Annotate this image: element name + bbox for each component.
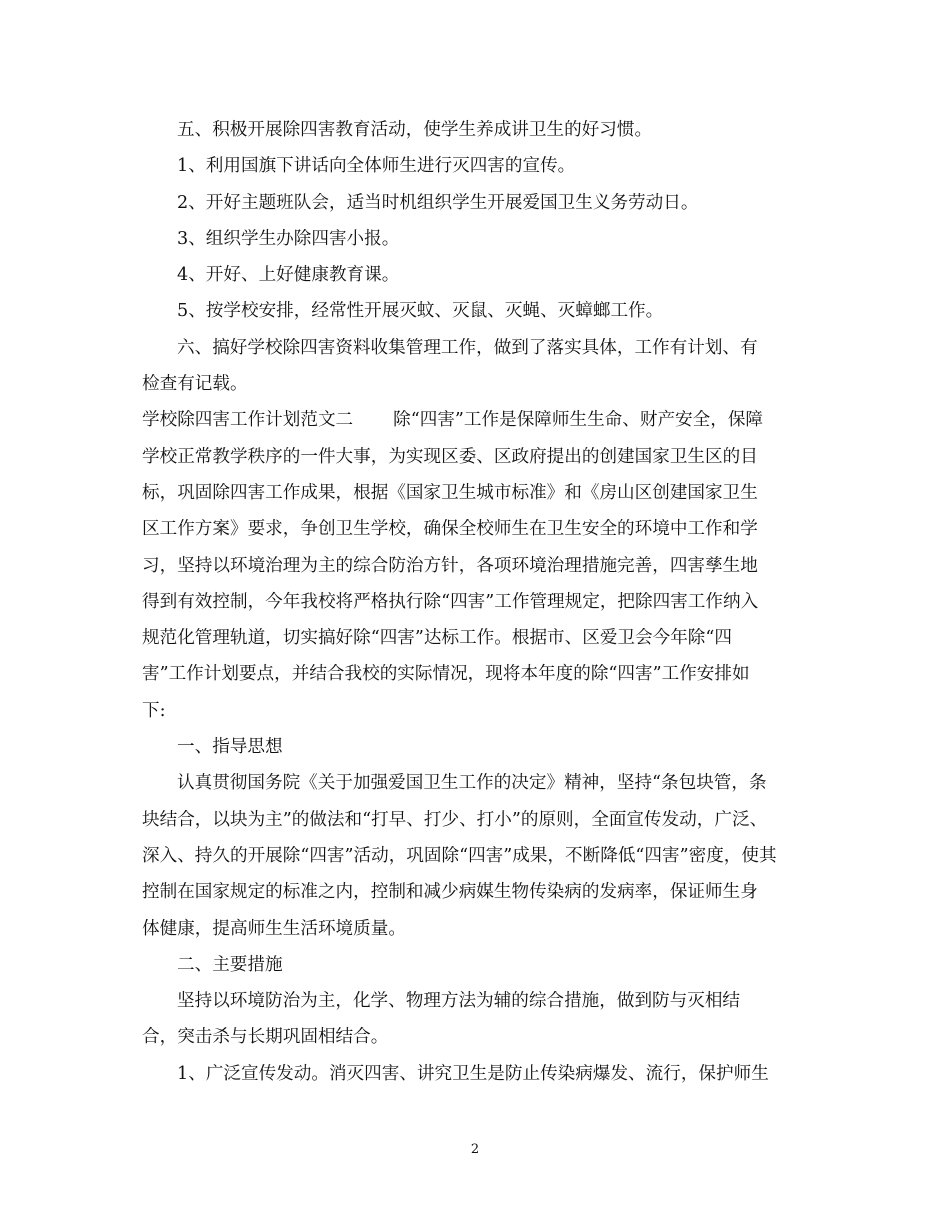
paragraph-line: 体健康，提高师生生活环境质量。 <box>142 918 406 939</box>
list-item: 4、开好、上好健康教育课。 <box>177 265 400 286</box>
paragraph-line: 习，坚持以环境治理为主的综合防治方针，各项环境治理措施完善，四害孳生地 <box>142 555 758 576</box>
section-heading-guiding-ideology: 一、指导思想 <box>177 737 283 758</box>
paragraph-line: 深入、持久的开展除“四害”活动，巩固除“四害”成果，不断降低“四害”密度，使其 <box>142 845 777 866</box>
paragraph-line: 检查有记载。 <box>142 374 248 395</box>
section-heading-five: 五、积极开展除四害教育活动，使学生养成讲卫生的好习惯。 <box>177 120 653 140</box>
page-number: 2 <box>470 1142 480 1157</box>
list-item: 2、开好主题班队会，适当时机组织学生开展爱国卫生义务劳动日。 <box>177 192 699 213</box>
list-item: 1、利用国旗下讲话向全体师生进行灭四害的宣传。 <box>177 156 576 177</box>
paragraph-line: 控制在国家规定的标准之内，控制和减少病媒生物传染病的发病率，保证师生身 <box>142 882 758 903</box>
paragraph-line: 标，巩固除四害工作成果，根据《国家卫生城市标准》和《房山区创建国家卫生 <box>142 482 758 503</box>
paragraph-line: 下: <box>142 700 166 721</box>
paragraph-line: 合，突击杀与长期巩固相结合。 <box>142 1027 389 1048</box>
paragraph-line: 块结合，以块为主”的做法和“打早、打少、打小”的原则，全面宣传发动，广泛、 <box>142 809 768 830</box>
paragraph-line: 规范化管理轨道，切实搞好除“四害”达标工作。根据市、区爱卫会今年除“四 <box>142 628 732 649</box>
paragraph-line: 区工作方案》要求，争创卫生学校，确保全校师生在卫生安全的环境中工作和学 <box>142 519 758 540</box>
paragraph-line: 学校正常教学秩序的一件大事，为实现区委、区政府提出的创建国家卫生区的目 <box>142 446 758 467</box>
sample-two-intro: 除“四害”工作是保障师生生命、财产安全，保障 <box>393 410 764 431</box>
paragraph-line: 认真贯彻国务院《关于加强爱国卫生工作的决定》精神，坚持“条包块管，条 <box>177 773 767 794</box>
section-heading-six: 六、搞好学校除四害资料收集管理工作，做到了落实具体，工作有计划、有 <box>177 337 758 358</box>
section-heading-main-measures: 二、主要措施 <box>177 954 283 975</box>
sample-two-title: 学校除四害工作计划范文二 <box>142 410 354 431</box>
paragraph-line: 害”工作计划要点，并结合我校的实际情况，现将本年度的除“四害”工作安排如 <box>142 664 750 685</box>
sample-two-heading-line <box>142 402 808 438</box>
list-item: 1、广泛宣传发动。消灭四害、讲究卫生是防止传染病爆发、流行，保护师生 <box>177 1063 769 1084</box>
paragraph-line: 得到有效控制，今年我校将严格执行除“四害”工作管理规定，把除四害工作纳入 <box>142 591 759 612</box>
document-body <box>142 112 808 1092</box>
paragraph-line: 坚持以环境防治为主，化学、物理方法为辅的综合措施，做到防与灭相结 <box>177 991 741 1012</box>
list-item: 5、按学校安排，经常性开展灭蚊、灭鼠、灭蝇、灭蟑螂工作。 <box>177 301 664 322</box>
list-item: 3、组织学生办除四害小报。 <box>177 228 400 249</box>
